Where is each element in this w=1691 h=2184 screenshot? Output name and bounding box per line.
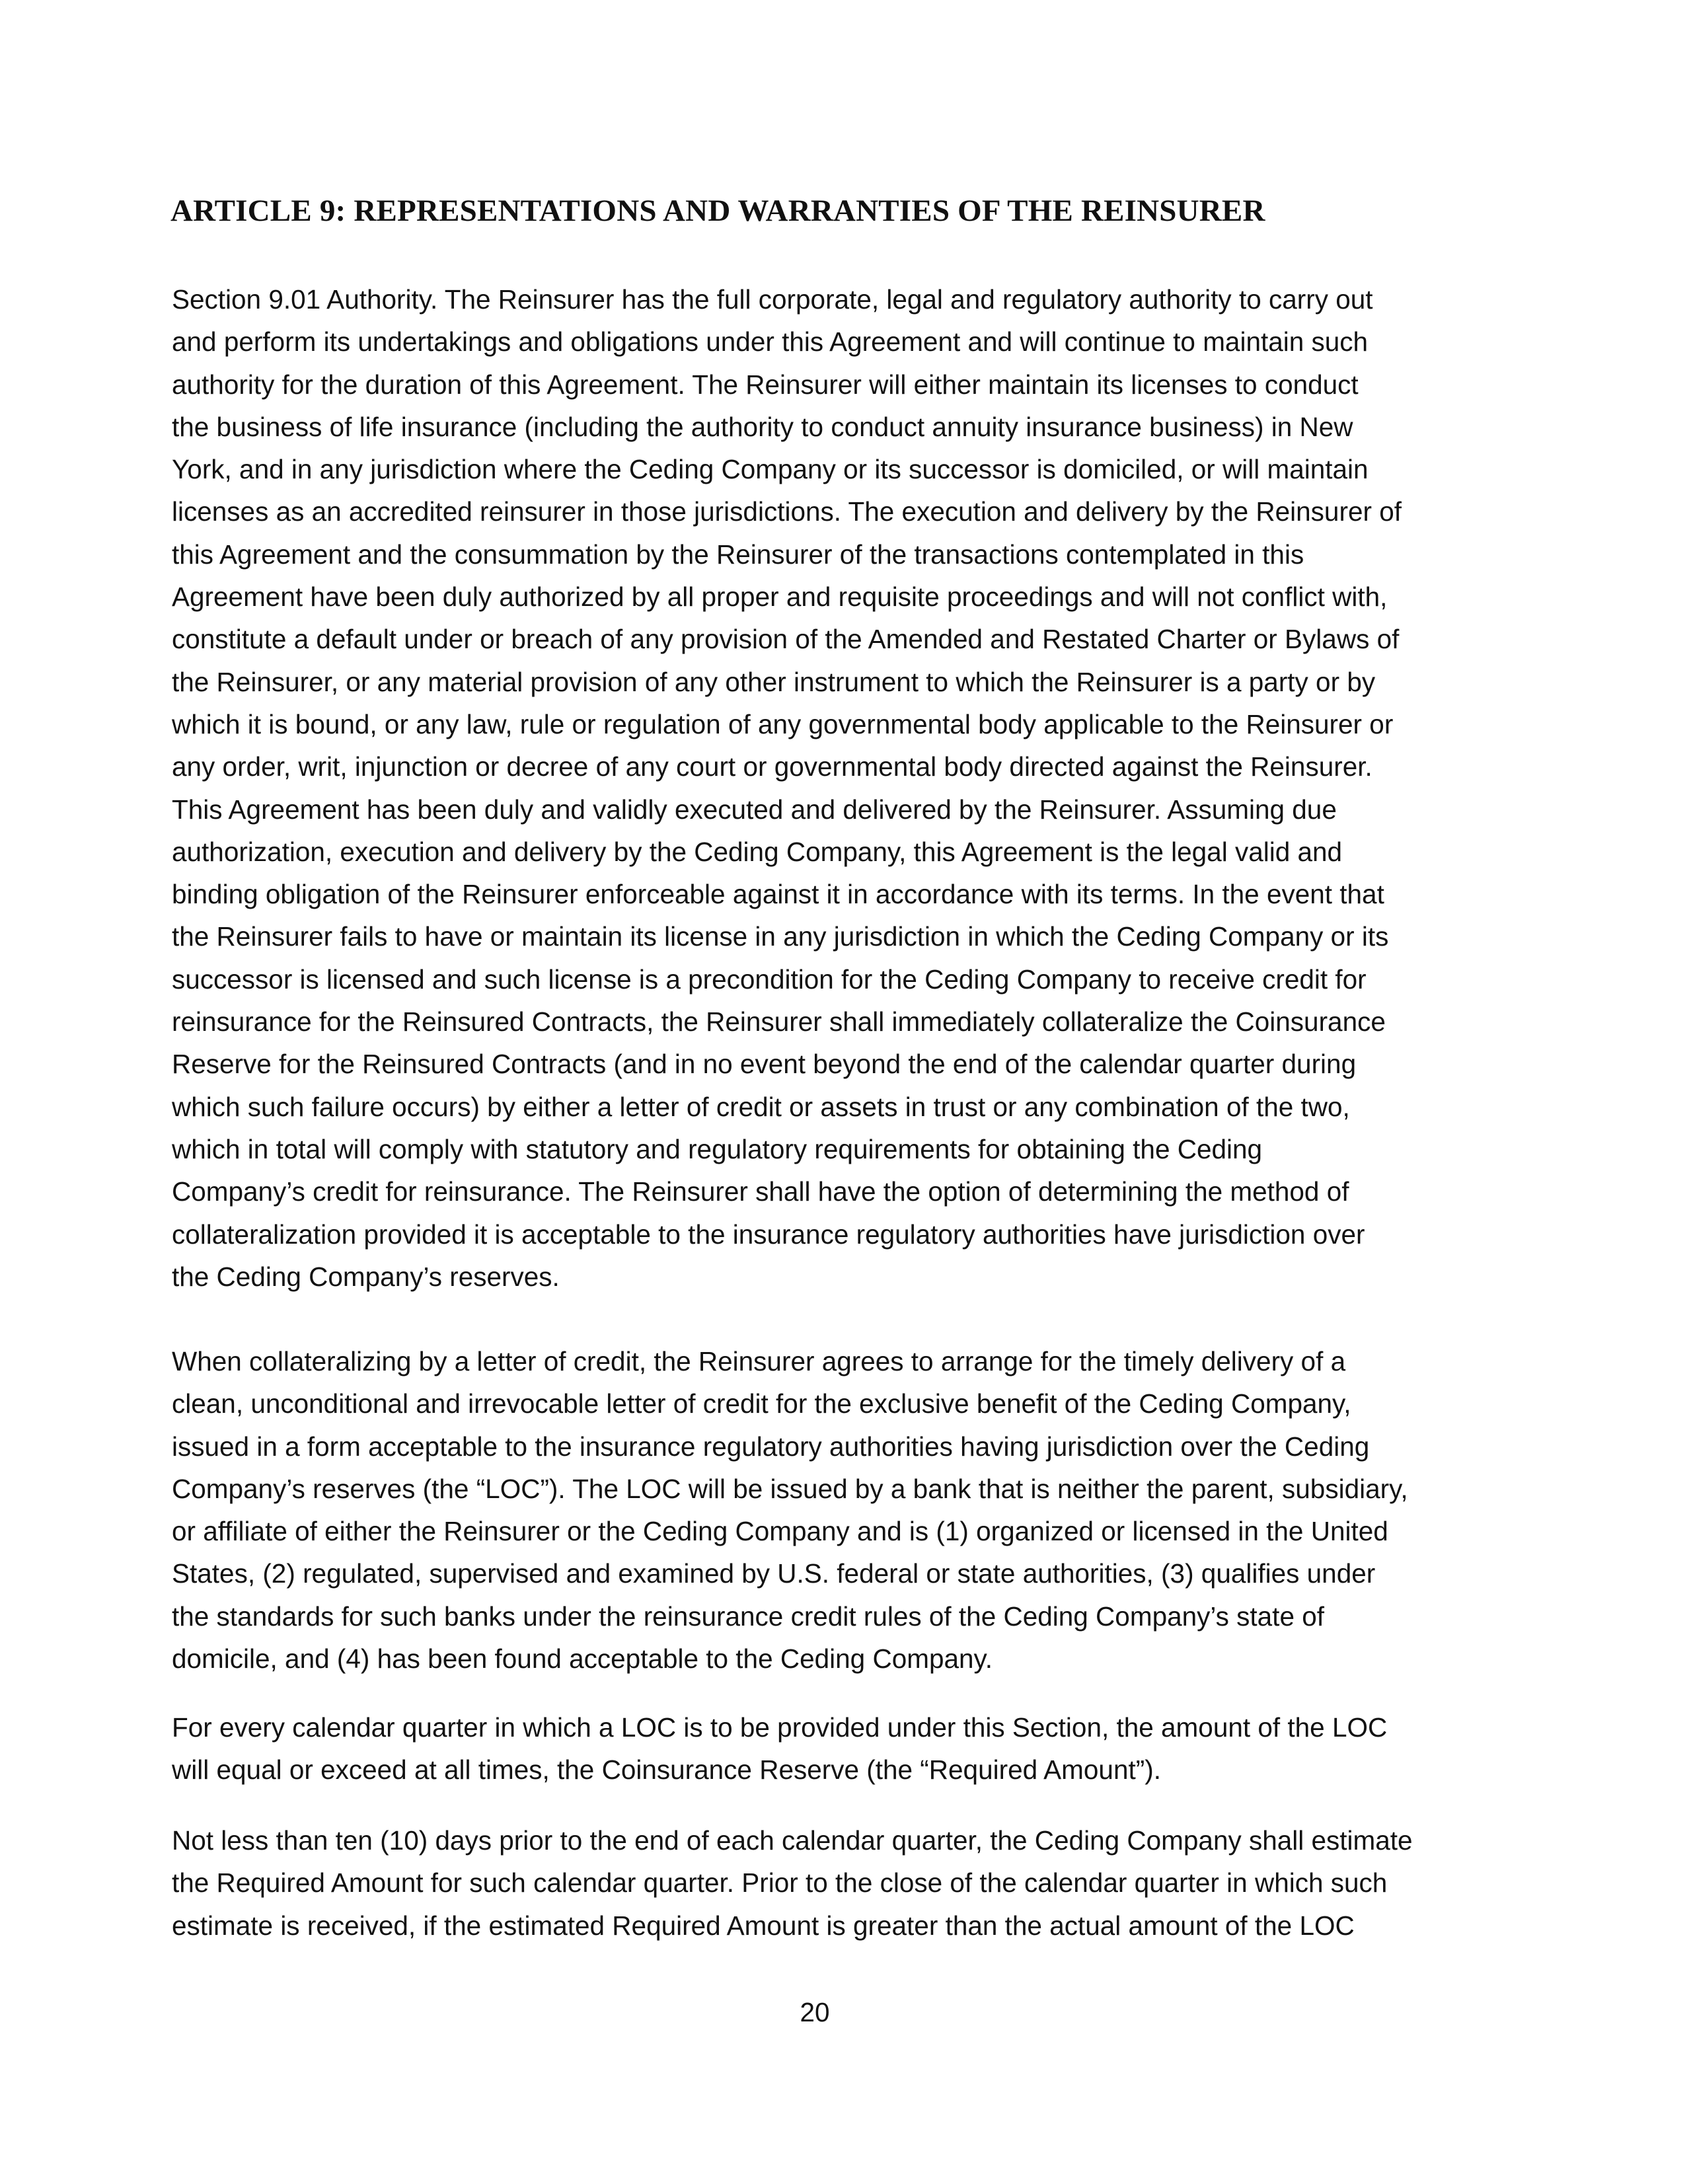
text-line: Company’s reserves (the “LOC”). The LOC will be issued by a bank that is neither the parent, subsidiary,: [172, 1473, 1408, 1504]
text-line: reinsurance for the Reinsured Contracts, the Reinsurer shall immediately collateralize the Coinsurance: [172, 1006, 1386, 1037]
text-line: which it is bound, or any law, rule or regulation of any governmental body applicable to the Reinsurer or: [172, 708, 1394, 739]
text-line: the Reinsurer fails to have or maintain its license in any jurisdiction in which the Ceding Company or its: [172, 921, 1389, 952]
text-line: domicile, and (4) has been found acceptable to the Ceding Company.: [172, 1643, 993, 1675]
text-line: York, and in any jurisdiction where the Ceding Company or its successor is domiciled, or will maintain: [172, 454, 1369, 485]
text-line: issued in a form acceptable to the insurance regulatory authorities having jurisdiction over the Ceding: [172, 1431, 1370, 1462]
text-line: any order, writ, injunction or decree of any court or governmental body directed against the Reinsurer.: [172, 751, 1372, 782]
text-line: or affiliate of either the Reinsurer or the Ceding Company and is (1) organized or licensed in the United: [172, 1516, 1388, 1547]
article-heading: ARTICLE 9: REPRESENTATIONS AND WARRANTIES OF THE REINSURER: [170, 194, 1265, 228]
text-line: clean, unconditional and irrevocable letter of credit for the exclusive benefit of the Ceding Company,: [172, 1388, 1351, 1419]
text-line: Section 9.01 Authority. The Reinsurer has the full corporate, legal and regulatory authority to carry out: [172, 284, 1373, 315]
text-line: This Agreement has been duly and validly executed and delivered by the Reinsurer. Assuming due: [172, 794, 1337, 825]
paragraph-estimate: [172, 1819, 1413, 1947]
text-line: When collateralizing by a letter of credit, the Reinsurer agrees to arrange for the timely delivery of a: [172, 1346, 1346, 1376]
text-line: will equal or exceed at all times, the Coinsurance Reserve (the “Required Amount”).: [172, 1754, 1161, 1786]
text-line: For every calendar quarter in which a LOC is to be provided under this Section, the amount of the LOC: [172, 1712, 1388, 1743]
paragraph-section-9-01: [172, 278, 1402, 1298]
text-line: Agreement have been duly authorized by all proper and requisite proceedings and will not conflict with,: [172, 582, 1388, 613]
text-line: constitute a default under or breach of any provision of the Amended and Restated Charter or Bylaws of: [172, 624, 1400, 655]
text-line: the Reinsurer, or any material provision of any other instrument to which the Reinsurer is a party or by: [172, 666, 1376, 697]
text-line: the business of life insurance (including the authority to conduct annuity insurance business) in New: [172, 411, 1353, 442]
paragraph-required-amount: [172, 1706, 1387, 1791]
text-line: the Ceding Company’s reserves.: [172, 1261, 560, 1292]
text-line: this Agreement and the consummation by the Reinsurer of the transactions contemplated in this: [172, 539, 1304, 570]
text-line: collateralization provided it is acceptable to the insurance regulatory authorities have jurisdiction over: [172, 1219, 1365, 1250]
text-line: authorization, execution and delivery by the Ceding Company, this Agreement is the legal valid and: [172, 836, 1343, 867]
text-line: authority for the duration of this Agreement. The Reinsurer will either maintain its licenses to conduct: [172, 369, 1359, 400]
text-line: States, (2) regulated, supervised and examined by U.S. federal or state authorities, (3) qualifies under: [172, 1558, 1376, 1589]
text-line: which such failure occurs) by either a letter of credit or assets in trust or any combination of the two,: [172, 1091, 1350, 1122]
page-number: 20: [800, 1997, 830, 2027]
paragraph-letter-of-credit: [172, 1340, 1408, 1680]
text-line: the standards for such banks under the reinsurance credit rules of the Ceding Company’s state of: [172, 1600, 1324, 1632]
text-line: Company’s credit for reinsurance. The Reinsurer shall have the option of determining the method of: [172, 1176, 1349, 1207]
text-line: the Required Amount for such calendar quarter. Prior to the close of the calendar quarter in which such: [172, 1867, 1388, 1899]
text-line: successor is licensed and such license is a precondition for the Ceding Company to receive credit for: [172, 963, 1367, 995]
text-line: Reserve for the Reinsured Contracts (and in no event beyond the end of the calendar quarter during: [172, 1049, 1357, 1080]
text-line: which in total will comply with statutory and regulatory requirements for obtaining the Ceding: [172, 1133, 1263, 1164]
text-line: licenses as an accredited reinsurer in those jurisdictions. The execution and delivery by the Reinsurer of: [172, 496, 1402, 527]
text-line: binding obligation of the Reinsurer enforceable against it in accordance with its terms. In the event that: [172, 879, 1384, 910]
text-line: estimate is received, if the estimated Required Amount is greater than the actual amount of the LOC: [172, 1910, 1355, 1941]
text-line: Not less than ten (10) days prior to the end of each calendar quarter, the Ceding Company shall estimate: [172, 1825, 1413, 1856]
text-line: and perform its undertakings and obligations under this Agreement and will continue to maintain such: [172, 326, 1369, 358]
